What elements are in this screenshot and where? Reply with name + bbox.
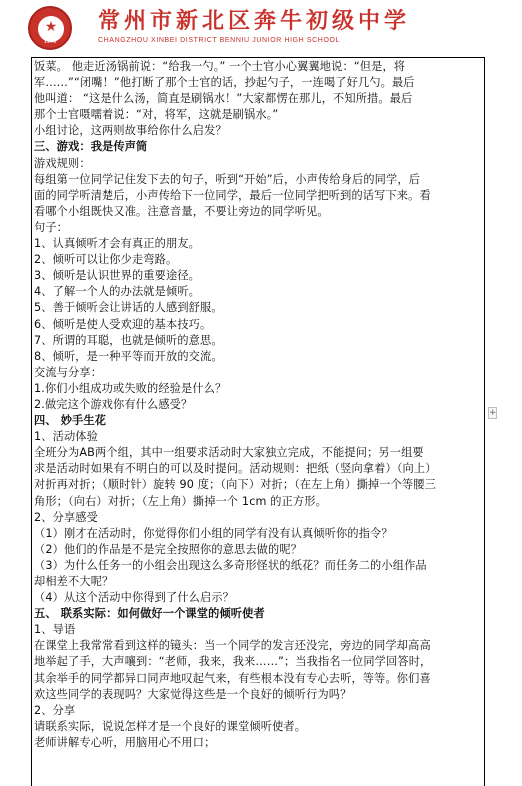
text-line: 6、倾听是使人受欢迎的基本技巧。 (34, 317, 212, 331)
text-line: 军……”“闭嘴！”他打断了那个士官的话，抄起勺子，一连喝了好几勺。最后 (34, 76, 415, 90)
text-line: 那个士官嗫嚅着说：“对，将军，这就是刷锅水。” (34, 108, 279, 122)
text-line: 2、分享感受 (34, 510, 98, 524)
text-line: （1）刚才在活动时，你觉得你们小组的同学有没有认真倾听你的指令？ (34, 526, 393, 540)
text-line: 1.你们小组成功或失败的经验是什么？ (34, 381, 227, 395)
text-line: 2、倾听可以让你少走弯路。 (34, 253, 178, 267)
school-name-en: CHANGZHOU XINBEI DISTRICT BENNIU JUNIOR HIGH SCHOOL (98, 37, 341, 44)
text-line: 地举起了手，大声嚷到：“老师，我来，我来……”；当我指名一位同学回答时， (34, 655, 432, 669)
section-heading: 五、 联系实际：如何做好一个课堂的倾听使者 (34, 607, 265, 621)
text-line: 4、了解一个人的办法就是倾听。 (34, 285, 200, 299)
text-line: 求是活动时如果有不明白的可以及时提问。活动规则：把纸（竖向拿着）（向上） (34, 462, 437, 476)
school-name-cn: 常州市新北区奔牛初级中学 (98, 8, 411, 34)
school-logo (28, 6, 72, 50)
text-line: 面的同学听清楚后，小声传给下一位同学，最后一位同学把听到的话写下来。看 (34, 188, 431, 202)
text-line: （2）他们的作品是不是完全按照你的意思去做的呢？ (34, 542, 303, 556)
text-line: 他叫道： “这是什么汤，简直是刷锅水！”大家都愣在那儿，不知所措。最后 (34, 92, 413, 106)
text-line: 游戏规则： (34, 156, 91, 170)
text-line: 句子： (34, 220, 69, 234)
text-line: 请联系实际，说说怎样才是一个良好的课堂倾听使者。 (34, 719, 307, 733)
expand-button[interactable]: + (489, 408, 497, 418)
text-line: 2、分享 (34, 703, 76, 717)
document-body (31, 57, 485, 786)
text-line: 欢这些同学的表现吗？大家觉得这些是一个良好的倾听行为吗？ (34, 687, 352, 701)
text-line: （4）从这个活动中你得到了什么启示？ (34, 591, 235, 605)
school-header (28, 6, 498, 50)
star-icon: ★ (44, 19, 58, 35)
text-line: 对折再对折；（顺时针）旋转 90 度；（向下）对折；（在左上角）撕掉一个等腰三 (34, 478, 436, 492)
text-line: 却相差不大呢？ (34, 575, 114, 588)
text-line: 8、倾听，是一种平等而开放的交流。 (34, 349, 223, 363)
text-line: 1、活动体验 (34, 430, 98, 444)
text-line: 全班分为AB两个组，其中一组要求活动时大家独立完成，不能提问；另一组要 (34, 446, 424, 460)
text-line: 饭菜。 他走近汤锅前说：“给我一勺。” 一个士官小心翼翼地说：“但是，将 (34, 60, 406, 73)
text-line: 看哪个小组既快又准。注意音量，不要让旁边的同学听见。 (34, 204, 329, 218)
text-line: 每组第一位同学记住发下去的句子，听到“开始”后，小声传给身后的同学，后 (34, 172, 421, 186)
text-line: 交流与分享： (34, 365, 103, 379)
text-line: 小组讨论，这两则故事给你什么启发？ (34, 124, 227, 138)
text-line: 1、导语 (34, 623, 76, 637)
section-heading: 四、 妙手生花 (34, 414, 107, 428)
text-line: 角形；（向右）对折；（左上角）撕掉一个 1cm 的正方形。 (34, 494, 327, 508)
logo-year: 1970 (43, 39, 57, 45)
text-line: 2.做完这个游戏你有什么感受？ (34, 397, 193, 411)
section-heading: 三、游戏：我是传声筒 (34, 140, 148, 154)
text-line: 在课堂上我常常看到这样的镜头：当一个同学的发言还没完，旁边的同学却高高 (34, 639, 431, 653)
text-line: 5、善于倾听会让讲话的人感到舒服。 (34, 301, 223, 315)
text-line: 1、认真倾听才会有真正的朋友。 (34, 237, 200, 251)
text-line: 老师讲解专心听，用脑用心不用口； (34, 735, 216, 749)
text-line: 3、倾听是认识世界的重要途径。 (34, 269, 200, 283)
text-line: （3）为什么任务一的小组会出现这么多奇形怪状的纸花？而任务二的小组作品 (34, 558, 427, 572)
text-line: 其余举手的同学都异口同声地叹起气来，有些根本没有专心去听，等等。你们喜 (34, 671, 431, 685)
text-line: 7、所谓的耳聪，也就是倾听的意思。 (34, 333, 223, 347)
